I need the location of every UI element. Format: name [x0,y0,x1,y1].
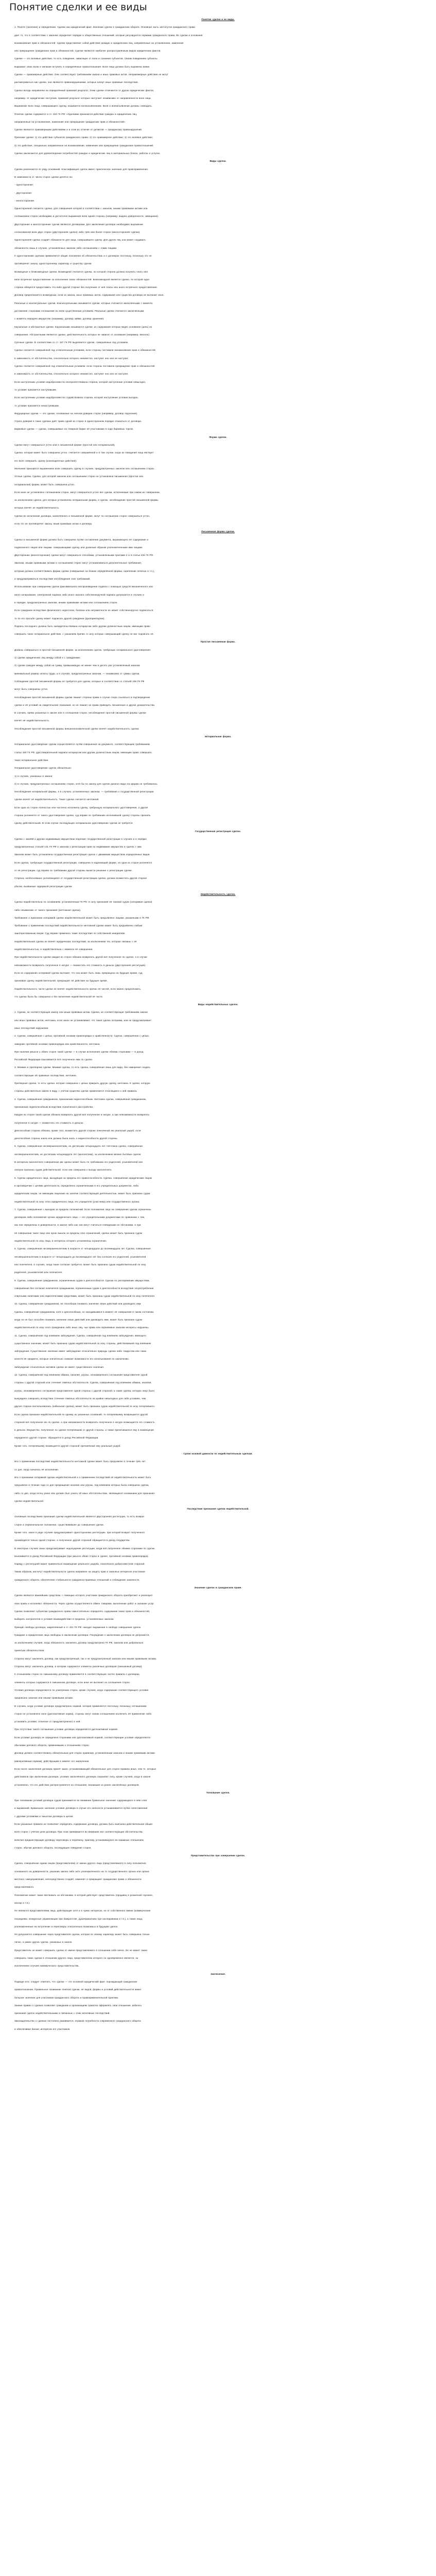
paragraph-line: Устные сделки. Сделка, для которой законом или соглашением сторон не установлена письменная (простая или [14,475,143,478]
paragraph-line: Знание правил о сделках позволяет гражданам и организациям грамотно оформлять свои отношения, избегать [14,2004,142,2007]
paragraph-line: нотариальная) форма, может быть совершена устно. [14,483,75,486]
paragraph-line: лично, а равно других сделок, указанных в законе. [14,1941,73,1944]
paragraph-line: 7. Сделка, совершённая с выходом за пределы полномочий. Если полномочия лица на совершение сделки ограничены [14,1208,151,1211]
paragraph-line: 10. Сделка, совершённая гражданином, не способным понимать значение своих действий или руководить ими. [14,1302,142,1306]
paragraph-line: Заключение. [210,1972,226,1975]
paragraph-line: Несоблюдение простой письменной формы внешнеэкономической сделки влечёт недействительность сделки. [14,727,139,730]
paragraph-line: Если сделка признана недействительной по одному из указанных оснований, то потерпевшему возвращается другой [14,1413,148,1416]
paragraph-line: сторона обязуется предоставить что-либо другой стороне без получения от неё платы или иного встречного предоставления. [14,286,158,289]
paragraph-line: Недействительная сделка не влечёт юридических последствий, за исключением тех, которые связаны с её [14,940,137,943]
paragraph-line: 5. Сделка, совершённая несовершеннолетним, не достигшим четырнадцати лет. Ничтожна сделка, совершённая [14,1145,143,1148]
paragraph-line: Возмездные и безвозмездные сделки. Возмездной считается сделка, по которой сторона должна получить плату или [14,270,148,273]
paragraph-line: Представительство при совершении сделок. [190,1854,246,1857]
paragraph-line: спиртными напитками или наркотическими средствами, может быть признана судом недействительной по иску попечителя. [14,1295,155,1298]
paragraph-line: которых влечёт их недействительность. [14,506,60,510]
paragraph-line: могут быть совершены устно. [14,688,48,691]
paragraph-line: договором либо полномочия органа юридического лица — его учредительными документами по сравнению с тем, [14,1216,145,1219]
paragraph-line: стороны действительно имели в виду, с учётом существа сделки применяются относящиеся к ней правила. [14,1090,137,1093]
paragraph-line: вынуждено совершить вследствие стечения тяжёлых обстоятельств на крайне невыгодных для себя условиях, чем [14,1397,146,1400]
paragraph-line: Значение сделок в гражданском праве. [194,1586,242,1589]
paragraph-line: если это не противоречит закону, иным правовым актам и договору. [14,522,92,525]
paragraph-line: обязанности лишь в случаях, установленных законом либо соглашением с этими лицами. [14,246,117,249]
paragraph-line: Биржевые сделки — сделки, совершаемые на товарной бирже её участниками в ходе биржевых торгов. [14,428,134,431]
paragraph-line: Толкование сделок. [206,1791,230,1794]
paragraph-line: качеств её предмета, которые значительно снижают возможности его использования по назначению. [14,1358,129,1361]
paragraph-line: сторон, обычаи делового оборота, последующее поведение сторон. [14,1846,92,1849]
paragraph-line: Односторонней считается сделка, для совершения которой в соответствии с законом, иными правовыми актами или [14,207,148,210]
paragraph-line: Иск о признании оспоримой сделки недействительной и о применении последствий её недействительности может быть [14,1476,151,1479]
paragraph-line: выражают свою волю и желание вступить в определённые правоотношения. Воля лица должна быть выражена вовне. [14,65,150,68]
paragraph-line: Требование о признании оспоримой сделки недействительной может быть предъявлено лицами, указанными в ГК РФ. [14,916,150,919]
paragraph-line: Подпись последнего должна быть засвидетельствована нотариусом либо другим должностным лицом, имеющим право [14,624,150,628]
paragraph-line: статьи 160 ГК РФ, удостоверительной надписи нотариусом или другим должностным лицом, имеющим право совершать [14,751,152,754]
paragraph-line: или попечителя, в случаях, когда такое согласие требуется, может быть признана судом недействительной по иску [14,1263,146,1266]
paragraph-line: Заблуждение относительно мотивов сделки не имеет существенного значения. [14,1365,104,1368]
paragraph-line: При толковании условий договора судом принимается во внимание буквальное значение содержащихся в нём слов [14,1799,147,1802]
paragraph-line: В зависимости от числа сторон сделки делятся на: [14,175,73,178]
paragraph-line: Если одна из сторон полностью или частично исполнила сделку, требующую нотариального удостоверения, а другая [14,806,148,809]
paragraph-line: признавая сделку недействительной, прекращает её действие на будущее время. [14,979,108,982]
paragraph-line: полученное в натуре — возместить его стоимость в деньгах. [14,1121,84,1124]
paragraph-line: согласованной воли двух сторон (двусторонняя сделка) либо трёх или более сторон (многосторонняя сделка). [14,231,141,234]
paragraph-line: Нотариальное удостоверение сделок обязательно: [14,767,72,770]
paragraph-line: обычаями делового оборота, применимыми к отношениям сторон. [14,1744,90,1747]
paragraph-line: Законодательство о сделках постоянно развивается, отражая потребности современного гражданского оборота [14,2020,141,2023]
paragraph-line: Если условие договора не определено сторонами или диспозитивной нормой, соответствующие условия определяются [14,1736,150,1739]
paragraph-line: Кроме того, закон в ряде случаев предусматривает одностороннюю реституцию, при которой возврат полученного [14,1531,145,1534]
paragraph-line: Сделки различаются по ряду оснований. Классификация сделок имеет практическое значение для правоприменения. [14,167,148,171]
paragraph-line: уполномоченные на вступление в переговоры относительно возможных в будущем сделок. [14,1925,118,1928]
paragraph-line: Если указанные правила не позволяют определить содержание договора, должна быть выяснена действительная общая [14,1822,152,1825]
paragraph-line: Требование о применении последствий недействительности ничтожной сделки может быть предъявлено любым [14,924,143,927]
paragraph-line: Сделка, совершённая гражданином, хотя и дееспособным, но находившимся в момент её совершения в таком состоянии, [14,1310,154,1313]
paragraph-line: иное встречное предоставление за исполнение своих обязанностей. Безвозмездной является сделка, по которой одна [14,278,149,281]
paragraph-line: Таким образом, институт недействительности сделок направлен на защиту прав и законных интересов участников [14,1570,145,1573]
paragraph-line: Соблюдение простой письменной формы не требуется для сделок, которые в соответствии со статьёй 159 ГК РФ [14,680,145,683]
paragraph-line: опекуна признана судом действительной, если она совершена к выгоде малолетнего. [14,1168,112,1172]
paragraph-line: совершённая без согласия попечителя гражданином, ограниченным судом в дееспособности вследствие злоупотребления [14,1286,154,1290]
paragraph-line: кассир и т.п.). [14,1901,30,1904]
paragraph-line: 6. Сделка юридического лица, выходящая за пределы его правоспособности. Сделка, совершённая юридическим лицом [14,1176,152,1179]
paragraph-line: Если наступлению условия недобросовестно содействовала сторона, которой наступление условия выгодно, [14,396,138,399]
paragraph-line: рассматриваться как сделки, они являются правонарушениями, которые влекут иные правовые последствия. [14,81,138,84]
paragraph-line: выбирать контрагентов и условия взаимодействия в пределах, установленных законом. [14,1618,114,1621]
paragraph-line: К отношениям сторон по смешанному договору применяются в соответствующих частях правила о договорах, [14,1673,140,1676]
paragraph-line: воля сторон с учётом цели договора. При этом принимаются во внимание все соответствующие обстоятельства, [14,1831,143,1834]
paragraph-line: Срочные сделки. В соответствии со ст. 157 ГК РФ выделяются сделки, совершённые под условием. [14,341,129,344]
paragraph-line: Нотариальное удостоверение сделки осуществляется путём совершения на документе, соответствующем требованиям [14,743,150,746]
paragraph-line: сделку действительной. В этом случае последующее нотариальное удостоверение сделки не требуется. [14,822,133,825]
paragraph-line: 3. Мнимая и притворная сделки. Мнимая сделка, то есть сделка, совершённая лишь для вида, без намерения создать [14,1066,150,1069]
paragraph-line: Договор должен соответствовать обязательным для сторон правилам, установленным законом и иными правовыми актами [14,1752,155,1755]
paragraph-line: Форма сделок. [209,435,227,438]
paragraph-line: установить условие, отличное от предусмотренного в ней. [14,1720,81,1723]
paragraph-line: Условия договора определяются по усмотрению сторон, кроме случаев, когда содержание соответствующего условия [14,1688,149,1691]
paragraph-line: В случаях, когда условие договора предусмотрено нормой, которая применяется постольку, поскольку соглашением [14,1704,147,1707]
paragraph-line: Договор предполагается возмездным, если из закона, иных правовых актов, содержания или существа договора не вытекает иное. [14,294,164,297]
paragraph-line: достижения сторонами соглашения по всем существенным условиям. Реальные сделки считаются заключёнными [14,309,144,312]
paragraph-line: Сделки позволяют субъектам гражданского права самостоятельно определять содержание своих прав и обязанностей, [14,1609,150,1613]
paragraph-line: с момента передачи имущества (например, договор займа, договор хранения). [14,317,104,320]
paragraph-line: Полномочие может также явствовать из обстановки, в которой действует представитель (продавец в розничной торговле, [14,1893,153,1896]
paragraph-line: которым должна соответствовать форма сделки (совершение на бланке определённой формы, скрепление печатью и т.п.), [14,569,155,572]
paragraph-line: либо независимо от такого признания (ничтожная сделка). [14,908,81,911]
paragraph-line: что сделка была бы совершена и без включения недействительной её части. [14,995,103,998]
paragraph-line: влечёт её недействительность. [14,719,50,722]
paragraph-line: с другими условиями и смыслом договора в целом. [14,1815,74,1818]
paragraph-line: 11. Сделка, совершённая под влиянием заблуждения. Сделка, совершённая под влиянием заблуждения, имеющего [14,1334,146,1337]
paragraph-line: Сделка в письменной форме должна быть совершена путём составления документа, выражающего её содержание и [14,538,149,541]
paragraph-line: Нотариальная форма. [204,735,232,738]
paragraph-line: местного самоуправления, непосредственно создаёт, изменяет и прекращает гражданские права и обязанности [14,1878,142,1881]
paragraph-line: заведомо противной основам правопорядка или нравственности, ничтожна. [14,1042,100,1045]
paragraph-line: включая предшествующие договору переговоры и переписку, практику, установившуюся во взаимных отношениях [14,1838,144,1841]
paragraph-line: 1. Сделка, не соответствующая закону или иным правовым актам. Сделка, не соответствующая требованиям закона [14,1011,148,1014]
paragraph-line: При отсутствии такого соглашения условие договора определяется диспозитивной нормой. [14,1728,118,1731]
paragraph-line: Выражение воли лица, совершающего сделку, называется волеизъявлением. Воля и волеизъявление должны совпадать. [14,105,152,108]
paragraph-line: Несоблюдение нотариальной формы, а в случаях, установленных законом, — требования о государственной регистрации [14,790,154,793]
paragraph-line: Принцип свободы договора, закреплённый в ст. 421 ГК РФ, находит выражение в свободе совершения сделок. [14,1625,142,1629]
paragraph-line: Если после заключения договора принят закон, устанавливающий обязательные для сторон правила иные, чем те, которые [14,1767,156,1770]
paragraph-line: направленные на установление, изменение или прекращение гражданских прав и обязанностей». [14,120,126,123]
paragraph-line: сделки и её условий на свидетельские показания, но не лишает их права приводить письменные и другие доказательства. [14,703,155,706]
paragraph-line: убытки, вызванные задержкой регистрации сделки. [14,885,73,888]
paragraph-line: возникновения прав и обязанностей. Сделки представляют собой действия граждан и юридических лиц, направленные на установление, изменение [14,41,184,44]
paragraph-line: совершения. Абстрактными являются сделки, действительность которых не зависит от основания (например, вексель). [14,333,150,336]
paragraph-line: Двусторонние и многосторонние сделки являются договорами. Для заключения договора необходимо выражение [14,223,143,226]
paragraph-line: Сделки могут совершаться устно или в письменной форме (простой или нотариальной). [14,444,115,447]
paragraph-line: 1) в случаях, указанных в законе; [14,774,53,777]
paragraph-line: стороны с другой стороной или стечения тяжёлых обстоятельств. Сделка, совершённая под влиянием обмана, насилия, [14,1381,152,1384]
paragraph-line: большое значение для участников гражданского оборота и правоприменительной практики. [14,1996,119,1999]
paragraph-line: недействительной по иску этого гражданина либо иных лиц, чьи права или охраняемые законом интересы нарушены. [14,1326,149,1329]
paragraph-line: или иных правовых актов, ничтожна, если закон не устанавливает, что такая сделка оспорима, или не предусматривает [14,1019,152,1022]
paragraph-line: При наличии умысла у обеих сторон такой сделки — в случае исполнения сделки обеими сторонами — в доход [14,1050,144,1053]
paragraph-line: недействительной по иску лица, в интересах которого установлены ограничения. [14,1240,107,1243]
paragraph-line: и предусматриваться последствия несоблюдения этих требований. [14,578,91,581]
paragraph-line: Наряду с реституцией может применяться возмещение реального ущерба, понесённого добросовестной стороной. [14,1563,145,1566]
paragraph-line: признания сделок недействительными и связанных с этим негативных последствий. [14,2012,110,2015]
paragraph-line: соответствующие ей правовые последствия, ничтожна. [14,1074,77,1077]
paragraph-line: Сделка недействительна по основаниям, установленным ГК РФ, в силу признания её таковой судом (оспоримая сделка) [14,901,152,904]
paragraph-line: Сделки — это волевые действия, то есть поведение, зависящее от воли и сознания субъектов. Своим поведением субъекты [14,57,158,60]
paragraph-line: Притворная сделка, то есть сделка, которая совершена с целью прикрыть другую сделку, ничтожна. К сделке, которую [14,1082,150,1085]
paragraph-line: Должны совершаться в простой письменной форме, за исключением сделок, требующих нотариального удостоверения: [14,648,151,651]
paragraph-line: Сторона, необоснованно уклоняющаяся от государственной регистрации сделки, должна возместить другой стороне [14,877,147,880]
paragraph-line: 8. Сделка, совершённая несовершеннолетним в возрасте от четырнадцати до восемнадцати лет. Сделка, совершённая [14,1247,151,1250]
paragraph-line: Сделка считается совершённой под отлагательным условием, если стороны поставили возникновение прав и обязанностей [14,349,155,352]
paragraph-line: иного копирования, электронной подписи либо иного аналога собственноручной подписи допускается в случаях и [14,593,144,596]
paragraph-line: Законом, иными правовыми актами и соглашением сторон могут устанавливаться дополнительные требования, [14,562,142,565]
paragraph-line: Сделка, совершённая одним лицом (представителем) от имени другого лица (представляемого) в силу полномочия, [14,1862,147,1865]
paragraph-line: от её регистрации, суд вправе по требованию другой стороны вынести решение о регистрации сделки. [14,869,132,872]
paragraph-line: принятым обязательством. [14,1649,45,1652]
paragraph-line: 12. Сделка, совершённая под влиянием обмана, насилия, угрозы, злонамеренного соглашения представителя одной [14,1374,148,1377]
paragraph-line: дееспособная сторона знала или должна была знать о недееспособности другой стороны. [14,1137,118,1140]
paragraph-line: Сделки являются правомерными действиями и в этом их отличие от деликтов — гражданских правонарушений. [14,128,143,131]
paragraph-line: Иск о применении последствий недействительности ничтожной сделки может быть предъявлен в течение трёх лет [14,1460,146,1463]
paragraph-line: в противоречии с целями деятельности, определённо ограниченными в его учредительных документах, либо [14,1184,139,1187]
paragraph-line: Каждая из сторон такой сделки обязана возвратить другой всё полученное в натуре, а при невозможности возвратить [14,1113,150,1116]
paragraph-line: совершать такие сделки в отношении другого лица, представителем которого он одновременно является, за [14,1957,138,1960]
paragraph-line: такое нотариальное действие. [14,758,49,761]
paragraph-line: сторона уклоняется от такого удостоверения сделки, суд вправе по требованию исполнившей сделку стороны признать [14,814,151,817]
paragraph-line: Понятие сделки и ее виды. [201,18,235,21]
paragraph-line: Реальные и консенсуальные сделки. Консенсуальными называются сделки, которые считаются заключёнными с момента [14,301,153,304]
paragraph-line: 1) сделки юридических лиц между собой и с гражданами; [14,656,80,659]
paragraph-line: несовершеннолетним в возрасте от четырнадцати до восемнадцати лет без согласия его родителей, усыновителей [14,1255,146,1258]
paragraph-line: представляемого. [14,1886,34,1889]
paragraph-line: сторон в первоначальное положение, существовавшее до совершения сделки. [14,1523,104,1526]
paragraph-line: Молчание признаётся выражением воли совершить сделку в случаях, предусмотренных законом или соглашением сторон. [14,467,155,470]
paragraph-line: существенное значение, может быть признана судом недействительной по иску стороны, действовавшей под влиянием [14,1342,151,1345]
paragraph-line: то по его просьбе сделку может подписать другой гражданин (рукоприкладчик). [14,617,105,620]
paragraph-line: взыскивается в доход Российской Федерации (при умысле обеих сторон в сделке, противной основам правопорядка). [14,1554,149,1557]
paragraph-line: Сделка считается совершённой под отменительным условием, если стороны поставили прекращение прав и обязанностей [14,365,155,368]
paragraph-line: стороной всё полученное ею по сделке, а при невозможности возвратить полученное в натуре возмещается его стоимость [14,1420,155,1423]
paragraph-line: Если сделка, требующая государственной регистрации, совершена в надлежащей форме, но одна из сторон уклоняется [14,861,152,864]
paragraph-line: Законом может быть установлена государственная регистрация сделок с движимым имуществом определённых видов. [14,853,150,856]
paragraph-line: недействительностью, и недействительна с момента её совершения. [14,948,93,951]
paragraph-line: Каузальные и абстрактные сделки. Каузальными называются сделки, из содержания которых видно основание (цель) их [14,325,152,328]
paragraph-line: 4. Сделка, совершённая гражданином, признанным недееспособным. Ничтожна сделка, совершённая гражданином, [14,1097,146,1100]
paragraph-line: в зависимость от обстоятельства, относительно которого неизвестно, наступит оно или не наступит. [14,372,129,376]
paragraph-line: Понятие сделки содержится в ст. 153 ГК РФ: «Сделками признаются действия граждан и юридических лиц, [14,112,137,115]
paragraph-line: Сделки с землёй и другим недвижимым имуществом подлежат государственной регистрации в случаях и в порядке, [14,837,148,840]
paragraph-line: Признаки сделки: 1) это действие субъектов гражданского права; 2) это правомерное действие; 3) это волевое действие; [14,136,153,139]
paragraph-line: Не допускается совершение через представителя сделки, которая по своему характеру может быть совершена только [14,1933,150,1936]
paragraph-line: Сделки во исполнение договора, заключённого в письменной форме, могут по соглашению сторон совершаться устно, [14,514,150,517]
paragraph-line: Стороны могут заключить договор, как предусмотренный, так и не предусмотренный законом или иными правовыми актами. [14,1657,157,1660]
paragraph-line: дает то, что в соответствии с законом определяет порядок и общественных отношений, которые регулируются нормами гражданского права. Во сделки и основания [14,33,203,37]
paragraph-line: то условие признаётся наступившим. [14,388,57,391]
paragraph-line: его воля совершить сделку (конклюдентные действия). [14,459,77,462]
paragraph-line: Если из содержания оспоримой сделки вытекает, что она может быть лишь прекращена на будущее время, суд, [14,971,143,974]
paragraph-line: Если гражданин вследствие физического недостатка, болезни или неграмотности не может собственноручно подписаться, [14,609,154,612]
paragraph-line: противоречит закону, одностороннему характеру и существу сделки. [14,262,92,265]
paragraph-line: Письменная форма сделки. [201,530,235,533]
paragraph-line: сделки недействительной. [14,1499,44,1502]
paragraph-line: Недействительность части сделки не влечёт недействительности прочих её частей, если можно предположить, [14,987,142,990]
paragraph-line: когда он не был способен понимать значение своих действий или руководить ими, может быть признана судом [14,1318,142,1321]
paragraph-line: исключением случаев коммерческого представительства. [14,1964,79,1968]
paragraph-line: за исключением сделок, для которых установлена нотариальная форма, и сделок, несоблюдение простой письменной формы [14,499,159,502]
paragraph-line: Использование при совершении сделок факсимильного воспроизведения подписи с помощью средств механического или [14,585,153,588]
paragraph-line: 1. Поняте (значение) и определение. Сделки как юридический факт. Значение сделок в гражданском обороте. Основная часть институтов гражданского права [14,26,195,29]
paragraph-line: 2. Сделка, совершённая с целью, противной основам правопорядка и нравственности. Сделка, совершённая с целью, [14,1035,149,1038]
paragraph-line: действовали при заключении договора, условия заключённого договора сохраняют силу, кроме случаев, когда в законе [14,1775,151,1778]
paragraph-line: её совершении такое лицо или орган вышли за пределы этих ограничений, сделка может быть признана судом [14,1231,142,1234]
paragraph-line: либо со дня, когда истец узнал или должен был узнать об иных обстоятельствах, являющихся основанием для признания [14,1492,154,1495]
paragraph-line: переданного другой стороне, обращается в доход Российской Федерации. [14,1436,99,1439]
paragraph-line: заинтересованным лицом. Суд вправе применить такие последствия по собственной инициативе. [14,932,126,935]
paragraph-line: Не являются представителями лица, действующие хотя и в чужих интересах, но от собственного имени (коммерческие [14,1909,151,1912]
paragraph-line: в деньгах. Имущество, полученное по сделке потерпевшим от другой стороны, а также причитавшееся ему в возмещение [14,1429,154,1432]
paragraph-line: например, от юридических поступков, правовой результат которых наступает независимо от направленности воли лица. [14,96,151,99]
paragraph-line: 2) в случаях, предусмотренных соглашением сторон, хотя бы по закону для сделок данного вида эта форма не требовалась. [14,782,158,785]
paragraph-line: Дееспособная сторона обязана, кроме того, возместить другой стороне понесённый ею реальный ущерб, если [14,1129,141,1132]
paragraph-line: Кроме того, потерпевшему возмещается другой стороной причинённый ему реальный ущерб. [14,1444,121,1447]
paragraph-line: сделки влечёт её недействительность. Такая сделка считается ничтожной. [14,798,99,801]
paragraph-line: Сделки заключаются для удовлетворения потребностей граждан и юридических лиц в материальных благах, работах и услугах. [14,152,161,155]
paragraph-line: совершать такое нотариальное действие, с указанием причин, в силу которых совершающий сделку не мог подписать её. [14,633,154,636]
paragraph-line: - односторонние; [14,183,34,187]
paragraph-line: сторон не установлено иное (диспозитивная норма), стороны могут своим соглашением исключить её применение либо [14,1712,152,1715]
paragraph-line: заблуждения. Существенное значение имеет заблуждение относительно природы сделки либо тождества или таких [14,1350,147,1353]
paragraph-line: В некоторых случаях закон предусматривает недопущение реституции, когда всё полученное обеими сторонами по сделке [14,1547,155,1550]
paragraph-line: Виды недействительных сделок. [198,1003,238,1006]
paragraph-line: предъявлен в течение года со дня прекращения насилия или угрозы, под влиянием которых была совершена сделка, [14,1484,149,1487]
paragraph-line: 9. Сделка, совершённая гражданином, ограниченным судом в дееспособности. Сделка по распоряжению имуществом, [14,1279,150,1282]
paragraph-line: как они определены в доверенности, в законе либо как они могут считаться очевидными из обстановки, и при [14,1224,141,1227]
paragraph-line: Виды сделок. [210,160,226,163]
document-body [8,15,428,2033]
paragraph-line: Представитель не может совершать сделки от имени представляемого в отношении себя лично. Он не может также [14,1948,148,1952]
paragraph-line: основанного на доверенности, указании закона либо акте уполномоченного на то государственного органа или органа [14,1870,149,1873]
paragraph-line: Граждане и юридические лица свободны в заключении договора. Понуждение к заключению договора не допускается, [14,1633,150,1636]
paragraph-line: предписано законом или иными правовыми актами. [14,1697,74,1700]
paragraph-line: Двусторонние (многосторонние) сделки могут совершаться способами, установленными пунктами 2 и 3 статьи 434 ГК РФ. [14,554,154,557]
paragraph-line: юридическим лицом, не имеющим лицензию на занятие соответствующей деятельностью, может быть признана судом [14,1192,150,1195]
paragraph-line: другая сторона воспользовалась (кабальная сделка), может быть признана судом недействительной по иску потерпевшего. [14,1405,155,1408]
paragraph-line: и обеспечивая баланс интересов его участников. [14,2027,71,2030]
paragraph-line: (императивным нормам), действующим в момент его заключения. [14,1759,90,1762]
paragraph-line: соглашением сторон необходимо и достаточно выражения воли одной стороны (например, выдача доверенности, завещание). [14,215,159,218]
paragraph-line: иных последствий нарушения. [14,1027,49,1029]
paragraph-line: в порядке, предусмотренных законом, иными правовыми актами или соглашением сторон. [14,601,118,604]
paragraph-line: Государственная регистрация сделок. [195,829,241,833]
paragraph-line: Утрата доверия в таких сделках даёт право одной из сторон в одностороннем порядке отказаться от договора. [14,420,142,423]
paragraph-line: то условие признаётся ненаступившим. [14,404,59,407]
paragraph-line: Основным последствием признания сделки недействительной является двусторонняя реституция, то есть возврат [14,1515,145,1518]
paragraph-line: Недействительность сделок. [200,892,236,895]
paragraph-line: подписанного лицом или лицами, совершающими сделку, или должным образом уполномоченными ими лицами. [14,546,143,549]
paragraph-line: свои права и исполняют обязанности. Через сделки осуществляется обмен товарами, выполнение работ и оказание услуг. [14,1602,154,1605]
paragraph-line: 4) это действие, специально направленное на возникновение, изменение или прекращение гражданских правоотношений. [14,144,154,147]
paragraph-line: Если наступлению условия недобросовестно воспрепятствовала сторона, которой наступление условия невыгодно, [14,380,146,383]
paragraph-line: угрозы, злонамеренного соглашения представителя одной стороны с другой стороной, а также сделка, которую лицо было [14,1389,155,1392]
paragraph-line: Односторонняя сделка создаёт обязанности для лица, совершившего сделку. Для других лиц она может создавать [14,239,146,242]
paragraph-line: недействительной по иску этого юридического лица, его учредителя (участника) или государственного органа. [14,1200,140,1203]
paragraph-line: Последствия признания сделки недействительной. [187,1507,249,1511]
paragraph-line: или прекращение гражданских прав и обязанностей. Сделки являются наиболее распространённым видом юридических фактов. [14,49,161,53]
paragraph-line: в зависимость от обстоятельства, относительно которого неизвестно, наступит оно или не наступит. [14,357,129,360]
paragraph-line: Сроки исковой давности по недействительным сделкам. [183,1452,253,1455]
paragraph-line: признанным недееспособным вследствие психического расстройства. [14,1105,94,1108]
paragraph-line: Несоблюдение простой письменной формы сделки лишает стороны права в случае спора ссылаться в подтверждение [14,696,150,699]
paragraph-line: Стороны могут заключить договор, в котором содержатся элементы различных договоров (смешанный договор). [14,1665,143,1668]
paragraph-line: Сделка, которая может быть совершена устно, считается совершённой и в том случае, когда из поведения лица явствует [14,451,154,454]
paragraph-line: со дня, когда началось её исполнение. [14,1468,59,1471]
paragraph-line: Фидуциарные сделки — это сделки, основанные на личном доверии сторон (например, договор поручения). [14,412,138,415]
paragraph-line: Сделки — правомерные действия. Они соответствуют требованиям закона и иных правовых актов. Неправомерные действия не могут [14,73,168,76]
paragraph-line: Простая письменная форма. [200,640,236,643]
paragraph-line: При недействительности сделки каждая из сторон обязана возвратить другой всё полученное по сделке, а в случае [14,956,147,959]
paragraph-line: правоотношения. Правильное понимание понятия сделки, её видов, формы и условий действительности имеет [14,1988,142,1991]
paragraph-line: посредники, конкурсные управляющие при банкротстве, душеприказчики при наследовании и т.п.), а также лица, [14,1917,143,1920]
paragraph-line: установлено, что его действие распространяется на отношения, возникшие из ранее заключённых договоров. [14,1783,139,1786]
paragraph-line: и выражений. Буквальное значение условия договора в случае его неясности устанавливается путём сопоставления [14,1807,148,1810]
paragraph-line: Российской Федерации взыскивается всё полученное ими по сделке. [14,1058,93,1061]
paragraph-line: производится только одной стороне, а полученное другой стороной обращается в доход государства. [14,1539,130,1542]
paragraph-line: Если иное не установлено соглашением сторон, могут совершаться устно все сделки, исполняемые при самом их совершении, [14,490,160,494]
paragraph-line: предусмотренных статьёй 131 ГК РФ и законом о регистрации прав на недвижимое имущество и сделок с ним. [14,845,142,849]
paragraph-line: Сделка всегда направлена на определённый правовой результат. Этим сделки отличаются от других юридических фактов, [14,89,154,92]
paragraph-line: К односторонним сделкам применяются общие положения об обязательствах и о договорах постольку, поскольку это не [14,254,152,257]
paragraph-line: Подводя итог, следует отметить, что сделка — это основной юридический факт, порождающий гражданские [14,1980,137,1983]
paragraph-line: несовершеннолетним, не достигшим четырнадцати лет (малолетним), за исключением мелких бытовых сделок. [14,1153,142,1156]
paragraph-line: В интересах малолетнего совершённая им сделка может быть по требованию его родителей, усыновителей или [14,1161,143,1164]
paragraph-line: родителей, усыновителей или попечителя. [14,1271,63,1274]
paragraph-line: невозможности возвратить полученное в натуре — возместить его стоимость в деньгах (двусторонняя реституция). [14,963,146,967]
paragraph-line: В случаях, прямо указанных в законе или в соглашении сторон, несоблюдение простой письменной формы сделки [14,711,146,715]
paragraph-line: - двусторонние; [14,191,32,194]
paragraph-line: за исключением случаев, когда обязанность заключить договор предусмотрена ГК РФ, законом или добровольно [14,1641,144,1645]
paragraph-line: 2) сделки граждан между собой на сумму, превышающую не менее чем в десять раз установленный законом [14,664,140,667]
paragraph-line: Сделки являются важнейшим средством, с помощью которого участники гражданского оборота приобретают и реализуют [14,1594,153,1597]
paragraph-line: гражданского оборота, обеспечение стабильности гражданско-правовых отношений и соблюдение законности. [14,1578,140,1581]
paragraph-line: элементы которых содержатся в смешанном договоре, если иное не вытекает из соглашения сторон. [14,1681,131,1684]
page-title: Понятие сделки и ее виды [9,2,147,13]
paragraph-line: - многосторонние. [14,199,35,202]
paragraph-line: минимальный размер оплаты труда, а в случаях, предусмотренных законом, — независимо от суммы сделки. [14,672,140,675]
